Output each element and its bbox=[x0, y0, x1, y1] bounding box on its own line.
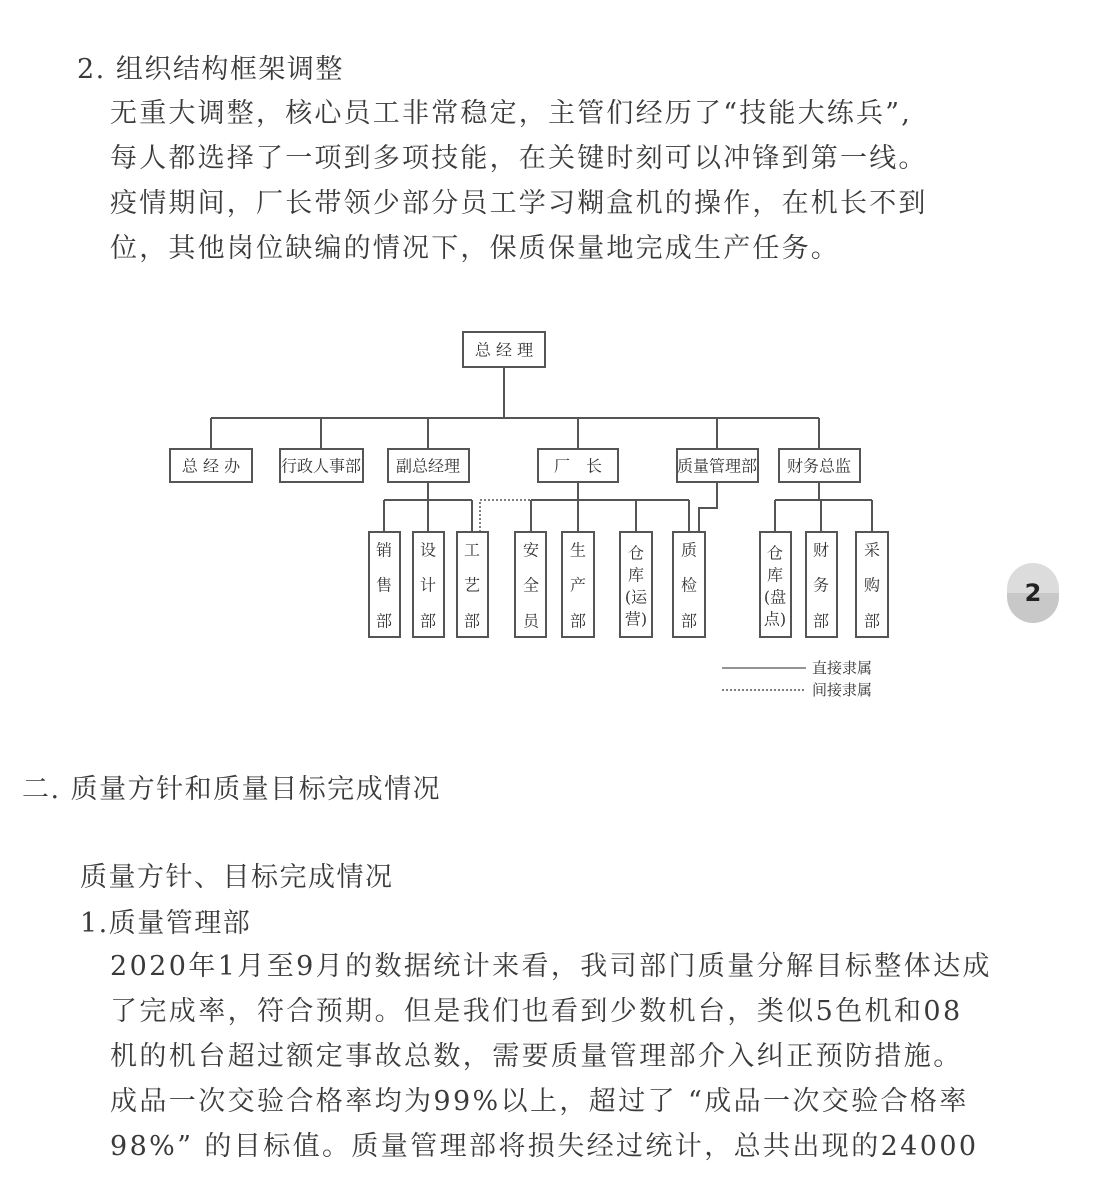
svg-text:部: 部 bbox=[463, 611, 481, 631]
svg-text:部: 部 bbox=[569, 611, 587, 631]
svg-text:工: 工 bbox=[463, 540, 481, 560]
org-node-deputy-gm bbox=[388, 449, 469, 482]
svg-text:仓: 仓 bbox=[627, 543, 645, 563]
org-node-warehouse-count bbox=[760, 532, 791, 637]
org-node-label: 厂 长 bbox=[553, 456, 603, 476]
svg-text:员: 员 bbox=[522, 611, 540, 631]
org-chart-legend bbox=[722, 659, 872, 699]
paragraph-line: 无重大调整，核心员工非常稳定，主管们经历了“技能大练兵”, bbox=[110, 98, 912, 129]
section-heading-quality-policy: 二. 质量方针和质量目标完成情况 bbox=[22, 774, 442, 805]
org-node-admin-hr bbox=[280, 449, 363, 482]
svg-text:设: 设 bbox=[419, 540, 437, 560]
org-node-label: 副总经理 bbox=[395, 456, 461, 476]
item-title-quality-dept: 1.质量管理部 bbox=[80, 908, 252, 939]
svg-text:质: 质 bbox=[680, 540, 698, 560]
svg-text:安: 安 bbox=[522, 540, 540, 560]
org-node-purchasing bbox=[856, 532, 888, 637]
page-number: 2 bbox=[1024, 579, 1042, 607]
org-node-production bbox=[562, 532, 594, 637]
org-node-quality-dept bbox=[677, 449, 758, 482]
svg-text:检: 检 bbox=[680, 575, 698, 595]
svg-text:部: 部 bbox=[680, 611, 698, 631]
org-node-factory-director bbox=[538, 449, 618, 482]
paragraph-line: 98%” 的目标值。质量管理部将损失经过统计，总共出现的24000 bbox=[110, 1131, 979, 1162]
paragraph-line: 了完成率，符合预期。但是我们也看到少数机台，类似5色机和08 bbox=[110, 996, 963, 1027]
svg-text:(盘: (盘 bbox=[763, 587, 787, 607]
svg-text:库: 库 bbox=[627, 565, 645, 585]
svg-text:(运: (运 bbox=[624, 587, 648, 607]
legend-direct-label: 直接隶属 bbox=[812, 659, 873, 677]
svg-text:部: 部 bbox=[863, 611, 881, 631]
svg-text:部: 部 bbox=[812, 611, 830, 631]
paragraph-line: 2020年1月至9月的数据统计来看，我司部门质量分解目标整体达成 bbox=[110, 951, 992, 982]
paragraph-line: 疫情期间，厂长带领少部分员工学习糊盒机的操作，在机长不到 bbox=[110, 188, 928, 219]
org-node-process bbox=[457, 532, 488, 637]
quality-dept-paragraph bbox=[110, 944, 992, 1169]
org-node-label: 总 经 理 bbox=[474, 340, 534, 360]
svg-text:购: 购 bbox=[863, 575, 881, 595]
org-node-sales bbox=[369, 532, 400, 637]
svg-text:部: 部 bbox=[419, 611, 437, 631]
svg-text:售: 售 bbox=[375, 575, 393, 595]
org-node-gm-office bbox=[170, 449, 252, 482]
org-node-quality-inspection bbox=[673, 532, 705, 637]
org-node-label: 总 经 办 bbox=[181, 456, 241, 476]
legend-indirect-label: 间接隶属 bbox=[812, 681, 873, 699]
org-node-label: 质量管理部 bbox=[676, 456, 758, 476]
org-node-label: 财务总监 bbox=[786, 456, 852, 476]
org-node-design bbox=[413, 532, 444, 637]
svg-text:营): 营) bbox=[624, 609, 648, 629]
org-node-safety bbox=[515, 532, 546, 637]
paragraph-line: 机的机台超过额定事故总数，需要质量管理部介入纠正预防措施。 bbox=[110, 1041, 963, 1072]
svg-text:点): 点) bbox=[763, 609, 787, 629]
svg-text:产: 产 bbox=[569, 575, 587, 595]
org-node-warehouse-ops bbox=[620, 532, 652, 637]
page-number-badge bbox=[1007, 563, 1059, 623]
svg-text:销: 销 bbox=[375, 540, 393, 560]
svg-text:采: 采 bbox=[863, 540, 881, 560]
subheading-quality-targets: 质量方针、目标完成情况 bbox=[80, 862, 394, 893]
paragraph-line: 每人都选择了一项到多项技能，在关键时刻可以冲锋到第一线。 bbox=[110, 143, 928, 174]
org-node-finance bbox=[806, 532, 837, 637]
svg-text:库: 库 bbox=[766, 565, 784, 585]
svg-text:务: 务 bbox=[812, 575, 830, 595]
paragraph-line: 位，其他岗位缺编的情况下，保质保量地完成生产任务。 bbox=[110, 233, 840, 264]
svg-text:生: 生 bbox=[569, 540, 587, 560]
svg-text:计: 计 bbox=[419, 575, 437, 595]
svg-text:部: 部 bbox=[375, 611, 393, 631]
org-node-label: 行政人事部 bbox=[280, 456, 362, 476]
svg-text:仓: 仓 bbox=[766, 543, 784, 563]
org-node-cfo bbox=[779, 449, 860, 482]
svg-text:艺: 艺 bbox=[463, 575, 481, 595]
paragraph-line: 成品一次交验合格率均为99%以上，超过了 “成品一次交验合格率 bbox=[110, 1086, 969, 1117]
svg-text:财: 财 bbox=[812, 540, 830, 560]
section-title-org-structure: 2. 组织结构框架调整 bbox=[77, 54, 344, 85]
svg-text:全: 全 bbox=[522, 575, 540, 595]
org-node-general-manager bbox=[463, 332, 545, 367]
